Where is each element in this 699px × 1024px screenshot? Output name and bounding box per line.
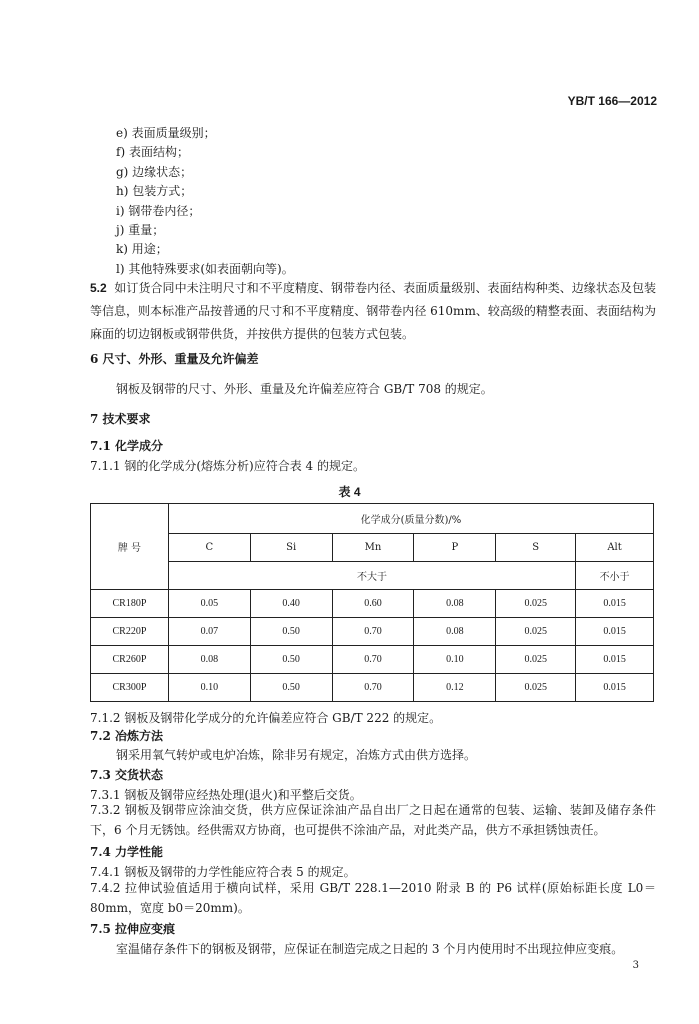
list-item-i: i) 钢带卷内径； (116, 204, 201, 218)
value-cell: 0.025 (496, 618, 576, 646)
page-number: 3 (632, 960, 639, 971)
section-7-1-heading: 7.1 化学成分 (90, 439, 164, 453)
table-row (91, 646, 654, 674)
element-header: P (414, 534, 496, 562)
section-7-3-heading: 7.3 交货状态 (90, 768, 164, 782)
element-header: Alt (576, 534, 654, 562)
value-cell: 0.08 (414, 590, 496, 618)
clause-5-2-number: 5.2 (90, 281, 107, 295)
grade-cell: CR260P (91, 646, 169, 674)
section-6-text: 钢板及钢带的尺寸、外形、重量及允许偏差应符合 GB/T 708 的规定。 (116, 382, 493, 396)
value-cell: 0.60 (332, 590, 414, 618)
value-cell: 0.12 (414, 674, 496, 702)
list-item-e: e) 表面质量级别； (116, 126, 216, 140)
value-cell: 0.70 (332, 646, 414, 674)
value-cell: 0.70 (332, 618, 414, 646)
clause-5-2-text: 如订货合同中未注明尺寸和不平度精度、钢带卷内径、表面质量级别、表面结构种类、边缘状态及包装等信息，则本标准产品按普通的尺寸和不平度精度、钢带卷内径 610mm、较高级的精整表面、表面结构为麻面的切边钢板或钢带供货，并按供方提供的包装方式包装。 (90, 281, 656, 341)
value-cell: 0.015 (576, 618, 654, 646)
value-cell: 0.05 (168, 590, 250, 618)
value-cell: 0.50 (250, 646, 332, 674)
section-7-4-heading: 7.4 力学性能 (90, 845, 164, 859)
value-cell: 0.025 (496, 674, 576, 702)
grade-header: 牌 号 (91, 504, 169, 590)
clause-7-4-1: 7.4.1 钢板及钢带的力学性能应符合表 5 的规定。 (90, 865, 356, 879)
element-header: Si (250, 534, 332, 562)
list-item-j: j) 重量； (116, 223, 165, 237)
limit-min-label: 不小于 (576, 562, 654, 590)
value-cell: 0.10 (414, 646, 496, 674)
table-row (91, 618, 654, 646)
section-7-5-heading: 7.5 拉伸应变痕 (90, 922, 176, 936)
table-row (91, 590, 654, 618)
section-7-2-text: 钢采用氧气转炉或电炉冶炼，除非另有规定，冶炼方式由供方选择。 (116, 748, 477, 762)
value-cell: 0.50 (250, 674, 332, 702)
list-item-h: h) 包装方式； (116, 184, 193, 198)
list-item-g: g) 边缘状态； (116, 165, 193, 179)
value-cell: 0.015 (576, 646, 654, 674)
list-item-k: k) 用途； (116, 242, 168, 256)
section-6-heading: 6 尺寸、外形、重量及允许偏差 (90, 352, 259, 366)
clause-7-1-2: 7.1.2 钢板及钢带化学成分的允许偏差应符合 GB/T 222 的规定。 (90, 711, 442, 725)
value-cell: 0.025 (496, 646, 576, 674)
grade-cell: CR300P (91, 674, 169, 702)
grade-cell: CR220P (91, 618, 169, 646)
table-row (91, 674, 654, 702)
clause-5-2 (90, 277, 656, 346)
section-7-2-heading: 7.2 冶炼方法 (90, 729, 164, 743)
value-cell: 0.70 (332, 674, 414, 702)
chemical-composition-table (90, 503, 654, 702)
table-4-caption: 表 4 (338, 485, 361, 499)
value-cell: 0.40 (250, 590, 332, 618)
value-cell: 0.015 (576, 590, 654, 618)
standard-code-header: YB/T 166—2012 (567, 94, 657, 108)
element-header: C (168, 534, 250, 562)
grade-cell: CR180P (91, 590, 169, 618)
value-cell: 0.08 (168, 646, 250, 674)
value-cell: 0.08 (414, 618, 496, 646)
composition-header: 化学成分(质量分数)/% (168, 504, 653, 534)
clause-7-3-2: 7.3.2 钢板及钢带应涂油交货，供方应保证涂油产品自出厂之日起在通常的包装、运输、装卸及储存条件下，6 个月无锈蚀。经供需双方协商，也可提供不涂油产品，对此类产品，供方不承担锈蚀责任。 (90, 803, 656, 837)
element-header: Mn (332, 534, 414, 562)
clause-7-3-1: 7.3.1 钢板及钢带应经热处理(退火)和平整后交货。 (90, 788, 362, 802)
clause-7-4-2: 7.4.2 拉伸试验值适用于横向试样，采用 GB/T 228.1—2010 附录 B 的 P6 试样(原始标距长度 L0＝80mm，宽度 b0＝20mm)。 (90, 881, 656, 915)
value-cell: 0.07 (168, 618, 250, 646)
list-item-f: f) 表面结构； (116, 145, 189, 159)
element-header: S (496, 534, 576, 562)
value-cell: 0.025 (496, 590, 576, 618)
clause-7-1-1: 7.1.1 钢的化学成分(熔炼分析)应符合表 4 的规定。 (90, 459, 365, 473)
value-cell: 0.015 (576, 674, 654, 702)
section-7-heading: 7 技术要求 (90, 412, 151, 426)
section-7-5-text: 室温储存条件下的钢板及钢带，应保证在制造完成之日起的 3 个月内使用时不出现拉伸应变痕。 (116, 942, 624, 956)
limit-max-label: 不大于 (168, 562, 575, 590)
value-cell: 0.10 (168, 674, 250, 702)
list-item-l: l) 其他特殊要求(如表面朝向等)。 (116, 262, 294, 276)
value-cell: 0.50 (250, 618, 332, 646)
